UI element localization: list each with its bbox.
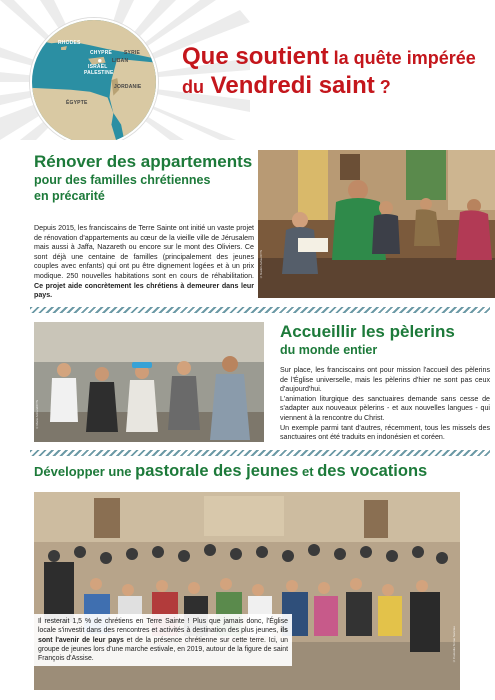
section1-photo-credit: ©Nadim Asfour/CTS <box>259 250 263 279</box>
section2-text-3: Un exemple parmi tant d'autres, récemment, tous les missels des sanctuaires ont été traduits en indonésien et coréen. <box>280 423 490 442</box>
section3-heading <box>34 462 490 481</box>
map-label-rhodes: RHODES <box>58 40 81 46</box>
section2-heading <box>280 322 490 358</box>
section-divider-1 <box>30 307 490 313</box>
section2-text-1: Sur place, les franciscains ont pour mission l'accueil des pèlerins de l'Église universelle, mais les pèlerins d'hier ne sont pas ceux d'aujourd'hui. <box>280 366 490 394</box>
title-part-5: ? <box>374 77 391 97</box>
section2-title-line1: Accueillir les pèlerins <box>280 322 455 341</box>
title-part-1: Que soutient <box>182 43 329 70</box>
section1-title-line2: pour des familles chrétiennes <box>34 173 211 187</box>
map-label-palestine: PALESTINE <box>84 70 114 76</box>
title-part-4: Vendredi saint <box>204 72 375 99</box>
map-graphic <box>32 20 156 140</box>
photo-pilgrims-illustration <box>34 322 264 442</box>
page-header <box>0 0 495 140</box>
section3-text-bold: ils sont l'avenir de leur pays <box>38 627 288 644</box>
section2-title-line2: du monde entier <box>280 343 378 357</box>
section2-text-2: L'animation liturgique des sanctuaires demande sans cesse de s'adapter aux nouveaux pèlerins - et aux nouvelles langues - qui viennent à la rencontre du Christ. <box>280 394 490 422</box>
section3-text-1: Il resterait 1,5 % de chrétiens en Terre Sainte ! Plus que jamais donc, l'Église locale s'investit dans des rencontres et activités à destination des plus jeunes, <box>38 618 288 635</box>
section2-photo-credit: ©Marie Armand/CTS <box>35 400 39 430</box>
section1-heading <box>34 152 254 204</box>
map-label-chypre: CHYPRE <box>90 50 113 56</box>
section3-caption <box>34 614 292 666</box>
middle-east-map <box>30 18 158 140</box>
section3-title-d: des vocations <box>317 462 428 480</box>
map-label-jordanie: JORDANIE <box>114 84 142 90</box>
section3-title-a: Développer une <box>34 464 136 479</box>
map-label-israel: ISRAËL <box>88 64 108 70</box>
section3-title-c: et <box>298 464 318 479</box>
section3-text-2: et de la présence chrétienne sur cette terre. Ici, un groupe de jeunes lors d'une marche estivale, en 2019, autour de la figure de saint François d'Assise. <box>38 636 288 663</box>
section1-text-bold: Ce projet aide concrètement les chrétiens à demeurer dans leur pays. <box>34 281 254 300</box>
title-part-2: la quête impérée <box>328 48 476 68</box>
section1-text: Depuis 2015, les franciscains de Terre Sainte ont initié un vaste projet de rénovation d'appartements au cœur de la vieille ville de Jérusalem mais aussi à Jaffa, Nazareth ou encore sur le mont des Oliviers. Ce sont déjà une centaine de familles (principalement des jeunes couples avec enfants) qui ont pu être dignement logées et à un prix modique. 250 nouvelles habitations sont en cours de réhabilitation. <box>34 224 254 280</box>
section-divider-2 <box>30 450 490 456</box>
map-label-liban: LIBAN <box>112 58 129 64</box>
section3-photo-credit: ©Custodia Terrae Sanctae <box>452 626 456 663</box>
section1-title-line1: Rénover des appartements <box>34 152 253 171</box>
photo-family-illustration <box>258 150 495 298</box>
section1-title-line3: en précarité <box>34 189 105 203</box>
map-label-syrie: SYRIE <box>124 50 141 56</box>
section1-paragraph <box>34 224 254 301</box>
photo-family-apartment <box>258 150 495 298</box>
map-label-egypte: ÉGYPTE <box>66 100 88 106</box>
section3-title-b: pastorale des jeunes <box>135 462 299 480</box>
title-part-3: du <box>182 77 204 97</box>
photo-pilgrims <box>34 322 264 442</box>
section2-paragraph <box>280 366 490 443</box>
page-title <box>182 44 490 102</box>
